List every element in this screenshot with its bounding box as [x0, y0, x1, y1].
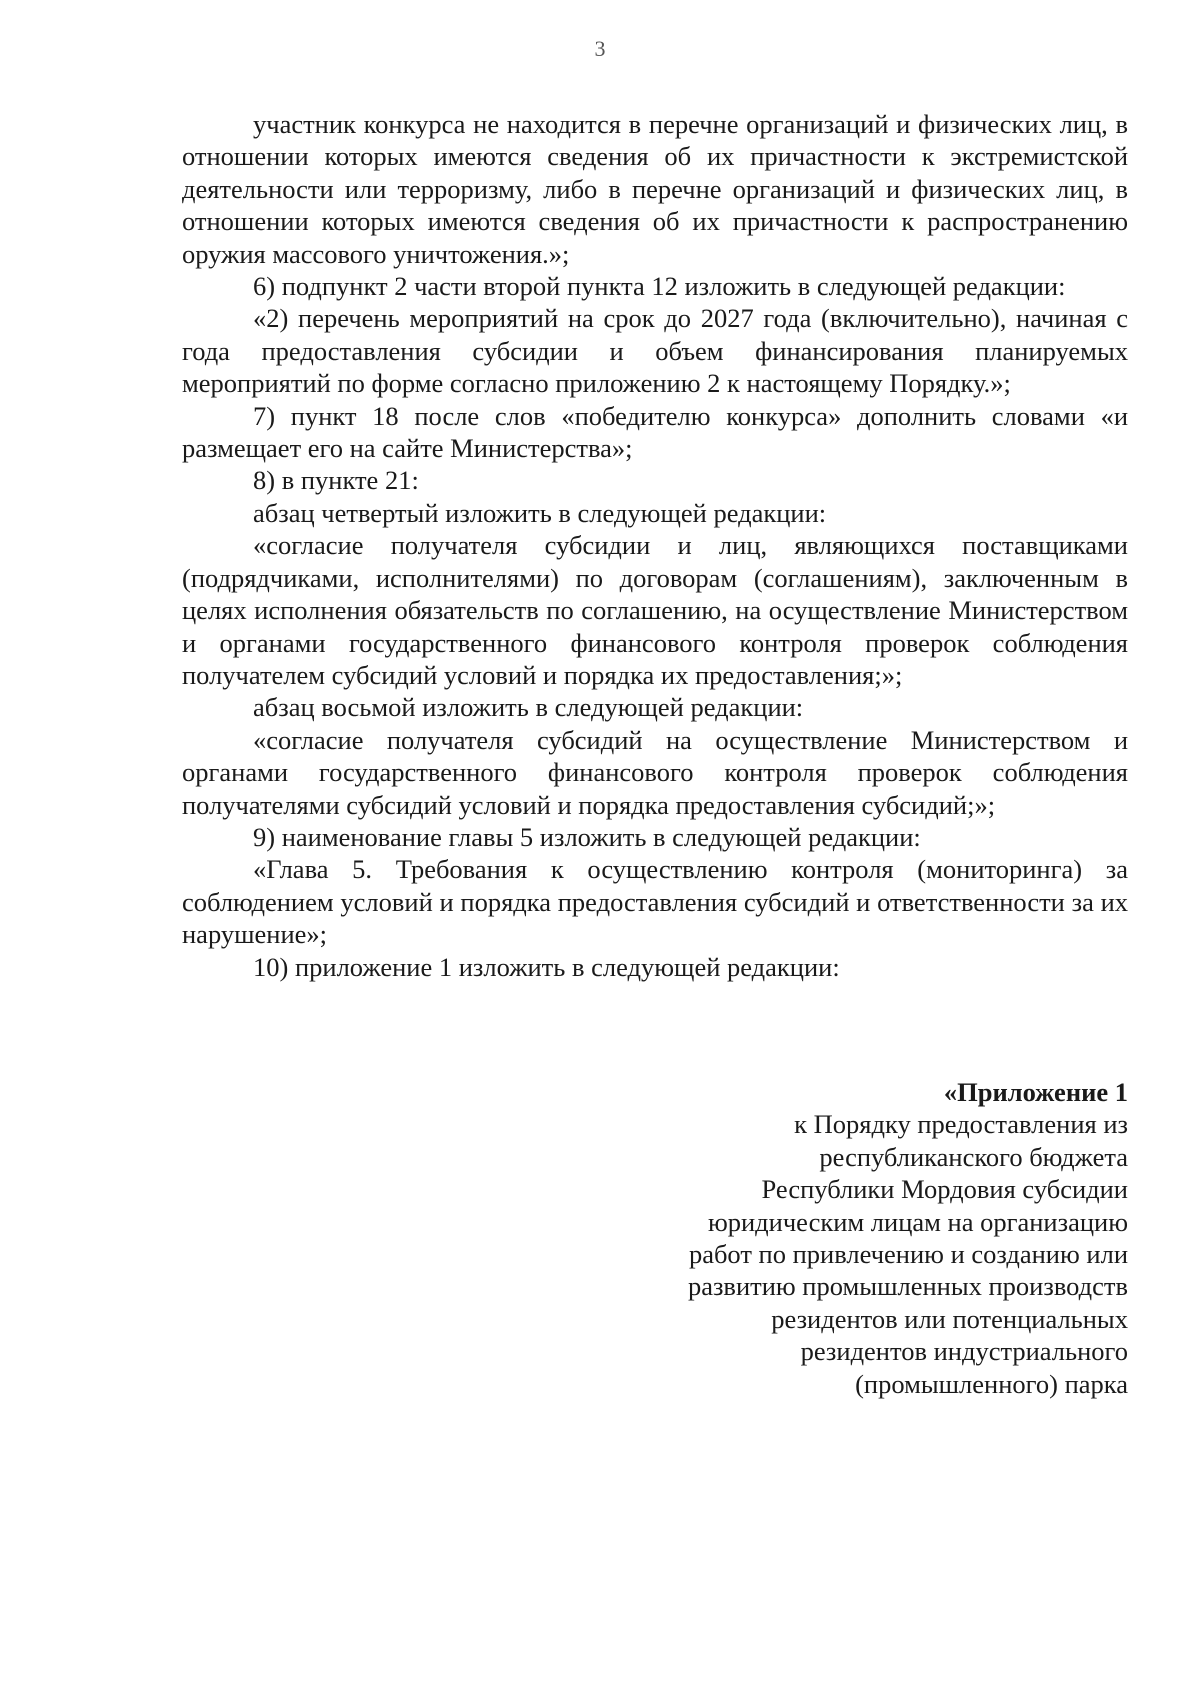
appendix-line: работ по привлечению и созданию или: [688, 1239, 1128, 1270]
appendix-line: резидентов или потенциальных: [771, 1303, 1128, 1334]
paragraph: 7) пункт 18 после слов «победителю конкурса» дополнить словами «и размещает его на сайте Министерства»;: [182, 400, 1128, 464]
appendix-line: развитию промышленных производств: [687, 1271, 1128, 1302]
paragraph: участник конкурса не находится в перечне организаций и физических лиц, в отношении которых имеются сведения об их причастности к экстремистской деятельности или терроризму, либо в перечне организаций и физических лиц, в отношении которых имеются сведения об их причастности к распространению оружия массового уничтожения.»;: [182, 109, 1128, 269]
appendix-line: к Порядку предоставления из: [794, 1109, 1128, 1140]
appendix-title: «Приложение 1: [943, 1077, 1128, 1107]
appendix-line: (промышленного) парка: [855, 1368, 1128, 1399]
document-body: [182, 108, 1128, 983]
page-number: 3: [594, 36, 606, 61]
paragraph: «согласие получателя субсидий на осуществление Министерством и органами государственного финансового контроля проверок соблюдения получателями субсидий условий и порядка предоставления субсидий;»;: [182, 724, 1128, 820]
paragraph: 9) наименование главы 5 изложить в следующей редакции:: [253, 821, 921, 852]
paragraph: «согласие получателя субсидии и лиц, являющихся поставщиками (подрядчиками, исполнителями) по договорам (соглашениям), заключенным в целях исполнения обязательств по соглашению, на осуществление Министерством и органами государственного финансового контроля проверок соблюдения получателем субсидий условий и порядка их предоставления;»;: [182, 530, 1128, 690]
appendix-line: юридическим лицам на организацию: [707, 1206, 1128, 1237]
appendix-line: Республики Мордовия субсидии: [761, 1174, 1128, 1205]
paragraph: 6) подпункт 2 части второй пункта 12 изложить в следующей редакции:: [253, 271, 1066, 302]
paragraph: 8) в пункте 21:: [253, 465, 419, 496]
appendix-line: резидентов индустриального: [800, 1336, 1128, 1367]
appendix-header: [600, 1076, 1128, 1400]
paragraph: абзац четвертый изложить в следующей редакции:: [253, 497, 827, 528]
paragraph: «2) перечень мероприятий на срок до 2027 года (включительно), начиная с года предоставления субсидии и объем финансирования планируемых мероприятий по форме согласно приложению 2 к настоящему Порядку.»;: [182, 303, 1128, 399]
paragraph: 10) приложение 1 изложить в следующей редакции:: [253, 951, 840, 982]
paragraph: «Глава 5. Требования к осуществлению контроля (мониторинга) за соблюдением условий и порядка предоставления субсидий и ответственности за их нарушение»;: [182, 854, 1128, 950]
paragraph: абзац восьмой изложить в следующей редакции:: [253, 692, 804, 723]
appendix-line: республиканского бюджета: [819, 1141, 1128, 1172]
